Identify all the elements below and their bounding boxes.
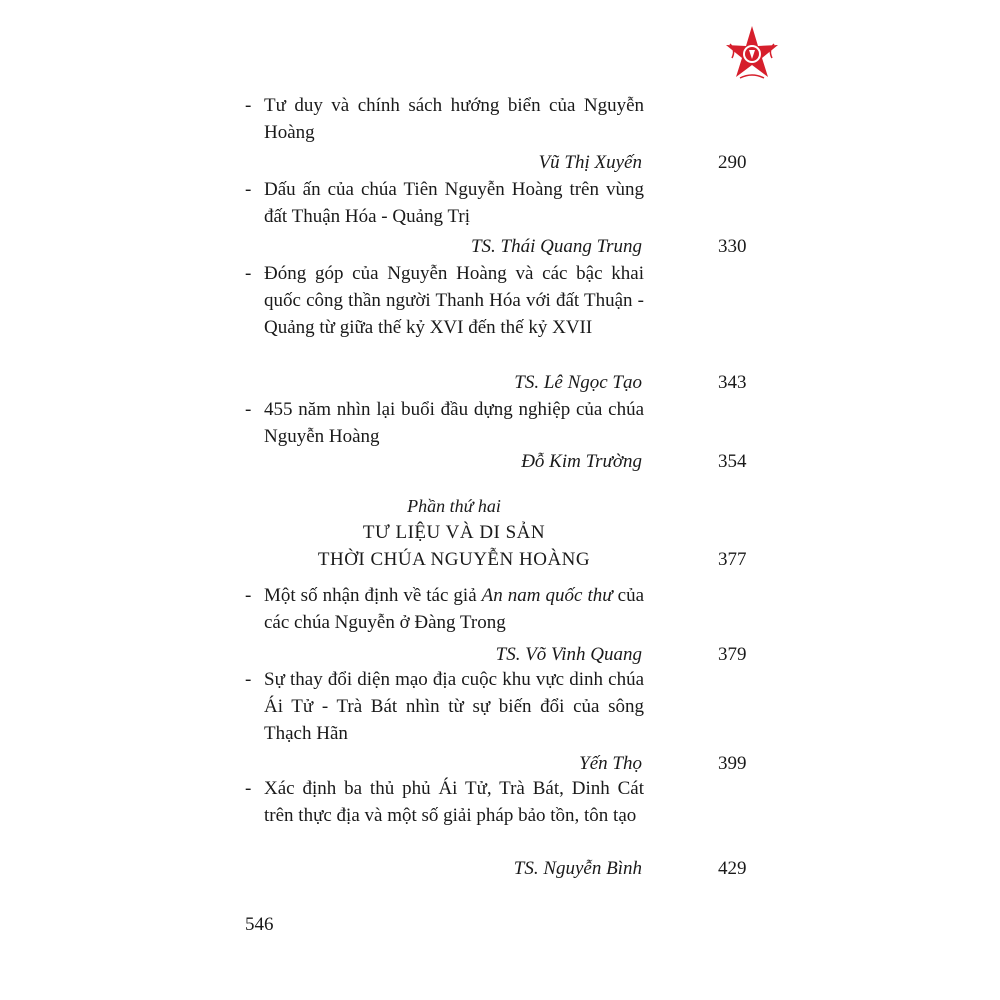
entry-author: Đỗ Kim Trường — [521, 451, 642, 472]
entry-title-italic: An nam quốc thư — [481, 585, 613, 606]
entry-title: Sự thay đổi diện mạo địa cuộc khu vực dinh chúa Ái Tử - Trà Bát nhìn từ sự biến đổi của sông Thạch Hãn — [264, 669, 644, 744]
entry-dash: - — [245, 778, 252, 799]
entry-page-number: 379 — [718, 644, 747, 665]
red-star-emblem-icon — [722, 24, 782, 84]
entry-dash: - — [245, 399, 252, 420]
entry-page-number: 399 — [718, 753, 747, 774]
entry-title: Xác định ba thủ phủ Ái Tử, Trà Bát, Dinh Cát trên thực địa và một số giải pháp bảo tồn, tôn tạo — [264, 778, 644, 826]
entry-title: Đóng góp của Nguyễn Hoàng và các bậc khai quốc công thần người Thanh Hóa với đất Thuận - Quảng từ giữa thế kỷ XVI đến thế kỷ XVII — [264, 263, 644, 338]
page-number-footer: 546 — [245, 914, 274, 935]
entry-title: Tư duy và chính sách hướng biển của Nguyễn Hoàng — [264, 95, 644, 143]
part-page-number: 377 — [718, 549, 747, 570]
part-title-line2: THỜI CHÚA NGUYỄN HOÀNG — [317, 549, 591, 570]
entry-dash: - — [245, 95, 252, 116]
part-title-line1: TƯ LIỆU VÀ DI SẢN — [362, 522, 546, 543]
entry-page-number: 429 — [718, 858, 747, 879]
entry-dash: - — [245, 263, 252, 284]
entry-title: 455 năm nhìn lại buổi đầu dựng nghiệp của chúa Nguyễn Hoàng — [264, 399, 644, 447]
entry-dash: - — [245, 669, 252, 690]
entry-author: TS. Thái Quang Trung — [470, 236, 642, 257]
part-label: Phần thứ hai — [407, 496, 501, 516]
entry-author: Yến Thọ — [579, 753, 642, 774]
entry-author: TS. Võ Vinh Quang — [495, 644, 642, 665]
entry-page-number: 343 — [718, 372, 747, 393]
entry-author: TS. Lê Ngọc Tạo — [514, 372, 642, 393]
entry-page-number: 354 — [718, 451, 747, 472]
entry-title: Dấu ấn của chúa Tiên Nguyễn Hoàng trên vùng đất Thuận Hóa - Quảng Trị — [264, 179, 644, 227]
entry-title-prefix: Một số nhận định về tác giả — [264, 585, 482, 606]
entry-dash: - — [245, 179, 252, 200]
entry-author: TS. Nguyễn Bình — [513, 858, 642, 879]
entry-title-suffix: của các chúa Nguyễn ở Đàng Trong — [264, 585, 645, 633]
entry-page-number: 290 — [718, 152, 747, 173]
entry-author: Vũ Thị Xuyến — [538, 152, 642, 173]
entry-page-number: 330 — [718, 236, 747, 257]
entry-title — [264, 582, 644, 636]
entry-dash: - — [245, 585, 252, 606]
